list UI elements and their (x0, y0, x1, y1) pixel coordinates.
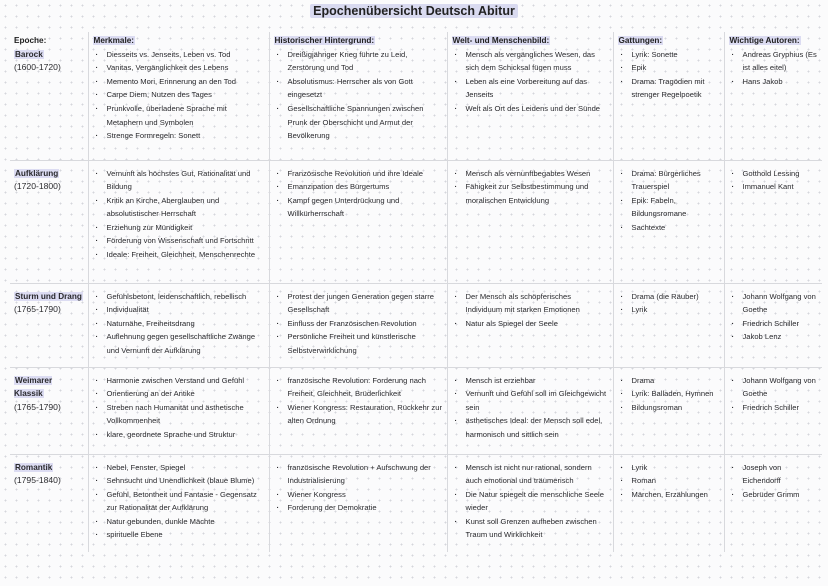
bullet-item: · Natur als Spiegel der Seele (452, 317, 609, 331)
bullet-item: · Orientierung an der Antike (93, 387, 265, 401)
bullet-item: · Erziehung zur Mündigkeit (93, 221, 265, 235)
gattungen-cell (613, 367, 724, 454)
epoch-name-text: Sturm und Drang (15, 291, 82, 301)
autoren-list (729, 374, 819, 415)
autoren-cell (724, 160, 822, 283)
bullet-item: · Vernunft und Gefühl soll im Gleichgewicht sein (452, 387, 609, 414)
bullet-item: · Dreißigjähriger Krieg führte zu Leid, Zerstörung und Tod (274, 48, 443, 75)
epoch-cell (10, 283, 88, 367)
weltbild-cell (447, 454, 613, 552)
hintergrund-list (274, 167, 443, 221)
gattungen-list (618, 48, 720, 102)
bullet-item: · französische Revolution + Aufschwung der Industrialisierung (274, 461, 443, 488)
epoch-name-text: Weimarer Klassik (14, 375, 53, 399)
merkmale-header-text: Merkmale: (93, 36, 135, 45)
bullet-item: · Streben nach Humanität und ästhetische Vollkommenheit (93, 401, 265, 428)
bullet-item: · Gebrüder Grimm (729, 488, 819, 502)
bullet-item: · Forderung der Demokratie (274, 501, 443, 515)
merkmale-header (93, 34, 265, 48)
epoch-name-text: Aufklärung (15, 168, 59, 178)
bullet-item: · Die Natur spiegelt die menschliche Seele wieder (452, 488, 609, 515)
autoren-list (729, 461, 819, 502)
gattungen-list (618, 167, 720, 235)
bullet-item: · Epik (618, 61, 720, 75)
autoren-cell (724, 454, 822, 552)
epoch-years: (1720-1800) (14, 181, 61, 192)
bullet-item: · Friedrich Schiller (729, 317, 819, 331)
bullet-item: · Kampf gegen Unterdrückung und Willkürherrschaft (274, 194, 443, 221)
bullet-item: · Johann Wolfgang von Goethe (729, 290, 819, 317)
epoch-years: (1765-1790) (14, 304, 61, 315)
epoch-row (10, 367, 822, 454)
bullet-item: · Märchen, Erzählungen (618, 488, 720, 502)
epoch-name (14, 290, 84, 304)
bullet-item: · Einfluss der Französischen Revolution (274, 317, 443, 331)
merkmale-cell (88, 32, 269, 160)
bullet-item: · Sehnsucht und Unendlichkeit (blaue Blume) (93, 474, 265, 488)
bullet-item: · Naturnähe, Freiheitsdrang (93, 317, 265, 331)
hintergrund-header-text: Historischer Hintergrund: (274, 36, 375, 45)
merkmale-cell (88, 283, 269, 367)
bullet-item: · Vernunft als höchstes Gut, Rationalität und Bildung (93, 167, 265, 194)
gattungen-cell (613, 283, 724, 367)
weltbild-list (452, 167, 609, 208)
bullet-item: · Hans Jakob (729, 75, 819, 89)
bullet-item: · Mensch als vergängliches Wesen, das sich dem Schicksal fügen muss (452, 48, 609, 75)
bullet-item: · Individualität (93, 303, 265, 317)
bullet-item: · Leben als eine Vorbereitung auf das Jenseits (452, 75, 609, 102)
epoche-header: Epoche: (14, 36, 47, 45)
bullet-item: · Drama (die Räuber) (618, 290, 720, 304)
bullet-item: · Carpe Diem, Nutzen des Tages (93, 88, 265, 102)
bullet-item: · Der Mensch als schöpferisches Individuum mit starken Emotionen (452, 290, 609, 317)
bullet-item: · Drama (618, 374, 720, 388)
autoren-list (729, 167, 819, 194)
bullet-item: · Fähigkeit zur Selbstbestimmung und moralischen Entwicklung (452, 180, 609, 207)
bullet-item: · Roman (618, 474, 720, 488)
epoch-cell (10, 454, 88, 552)
hintergrund-list (274, 374, 443, 428)
merkmale-cell (88, 160, 269, 283)
merkmale-list (93, 461, 265, 543)
bullet-item: · Mensch ist nicht nur rational, sondern auch emotional und träumerisch (452, 461, 609, 488)
bullet-item: · Natur gebunden, dunkle Mächte (93, 515, 265, 529)
bullet-item: · französische Revolution: Forderung nach Freiheit, Gleichheit, Brüderlichkeit (274, 374, 443, 401)
bullet-item: · Lyrik (618, 461, 720, 475)
bullet-item: · Lyrik (618, 303, 720, 317)
hintergrund-cell (269, 367, 447, 454)
bullet-item: · Vanitas, Vergänglichkeit des Lebens (93, 61, 265, 75)
gattungen-header (618, 34, 720, 48)
gattungen-cell (613, 160, 724, 283)
page-title-text: Epochenübersicht Deutsch Abitur (310, 4, 518, 18)
bullet-item: · Immanuel Kant (729, 180, 819, 194)
hintergrund-header (274, 34, 443, 48)
bullet-item: · Gesellschaftliche Spannungen zwischen Prunk der Oberschicht und Armut der Bevölkerung (274, 102, 443, 143)
bullet-item: · Lyrik: Balladen, Hymnen (618, 387, 720, 401)
bullet-item: · Nebel, Fenster, Spiegel (93, 461, 265, 475)
weltbild-list (452, 374, 609, 442)
bullet-item: · Drama: Bürgerliches Trauerspiel (618, 167, 720, 194)
autoren-cell (724, 32, 822, 160)
epoch-row (10, 32, 822, 160)
bullet-item: · Harmonie zwischen Verstand und Gefühl (93, 374, 265, 388)
autoren-list (729, 290, 819, 344)
bullet-item: · spirituelle Ebene (93, 528, 265, 542)
epoch-row (10, 454, 822, 552)
hintergrund-cell (269, 160, 447, 283)
bullet-item: · Auflehnung gegen gesellschaftliche Zwänge und Vernunft der Aufklärung (93, 330, 265, 357)
merkmale-cell (88, 367, 269, 454)
bullet-item: · Lyrik: Sonette (618, 48, 720, 62)
hintergrund-cell (269, 454, 447, 552)
weltbild-list (452, 461, 609, 543)
bullet-item: · Persönliche Freiheit und künstlerische Selbstverwirklichung (274, 330, 443, 357)
bullet-item: · Sachtexte (618, 221, 720, 235)
bullet-item: · Gefühlsbetont, leidenschaftlich, rebellisch (93, 290, 265, 304)
epochs-table (10, 32, 822, 552)
epoch-name-text: Romantik (15, 462, 53, 472)
epoch-years: (1765-1790) (14, 401, 61, 412)
epoch-row (10, 283, 822, 367)
bullet-item: · Epik: Fabeln, Bildungsromane (618, 194, 720, 221)
epoch-name (14, 374, 84, 401)
bullet-item: · Gotthold Lessing (729, 167, 819, 181)
epoch-years: (1795-1840) (14, 475, 61, 486)
merkmale-list (93, 374, 265, 442)
merkmale-list (93, 167, 265, 262)
gattungen-list (618, 374, 720, 415)
autoren-header-text: Wichtige Autoren: (729, 36, 800, 45)
bullet-item: · Prunkvolle, überladene Sprache mit Metaphern und Symbolen (93, 102, 265, 129)
weltbild-cell (447, 283, 613, 367)
weltbild-header (452, 34, 609, 48)
bullet-item: · Wiener Kongress: Restauration, Rückkehr zur alten Ordnung (274, 401, 443, 428)
bullet-item: · Gefühl, Betontheit und Fantasie - Gegensatz zur Rationalität der Aufklärung (93, 488, 265, 515)
hintergrund-cell (269, 32, 447, 160)
epoch-cell (10, 32, 88, 160)
bullet-item: · Mensch ist erziehbar (452, 374, 609, 388)
merkmale-list (93, 48, 265, 143)
bullet-item: · Emanzipation des Bürgertums (274, 180, 443, 194)
epoch-cell (10, 367, 88, 454)
bullet-item: · Jakob Lenz (729, 330, 819, 344)
bullet-item: · Bildungsroman (618, 401, 720, 415)
bullet-item: · Johann Wolfgang von Goethe (729, 374, 819, 401)
bullet-item: · Friedrich Schiller (729, 401, 819, 415)
weltbild-cell (447, 32, 613, 160)
bullet-item: · ästhetisches Ideal: der Mensch soll edel, harmonisch und sittlich sein (452, 414, 609, 441)
epoch-name (14, 167, 84, 181)
hintergrund-list (274, 461, 443, 515)
bullet-item: · klare, geordnete Sprache und Struktur (93, 428, 265, 442)
epoch-name (14, 48, 84, 62)
hintergrund-list (274, 290, 443, 358)
gattungen-cell (613, 454, 724, 552)
gattungen-list (618, 290, 720, 317)
bullet-item: · Drama: Tragödien mit strenger Regelpoetik (618, 75, 720, 102)
bullet-item: · Diesseits vs. Jenseits, Leben vs. Tod (93, 48, 265, 62)
bullet-item: · Ideale: Freiheit, Gleichheit, Menschenrechte (93, 248, 265, 262)
weltbild-list (452, 48, 609, 116)
epoch-cell (10, 160, 88, 283)
bullet-item: · Memento Mori, Erinnerung an den Tod (93, 75, 265, 89)
bullet-item: · Mensch als vernunftbegabtes Wesen (452, 167, 609, 181)
bullet-item: · Kritik an Kirche, Aberglauben und absolutistischer Herrschaft (93, 194, 265, 221)
bullet-item: · Kunst soll Grenzen aufheben zwischen Traum und Wirklichkeit (452, 515, 609, 542)
epoch-years: (1600-1720) (14, 62, 61, 73)
autoren-cell (724, 283, 822, 367)
bullet-item: · Welt als Ort des Leidens und der Sünde (452, 102, 609, 116)
autoren-cell (724, 367, 822, 454)
bullet-item: · Wiener Kongress (274, 488, 443, 502)
gattungen-cell (613, 32, 724, 160)
bullet-item: · Französische Revolution und ihre Ideale (274, 167, 443, 181)
gattungen-header-text: Gattungen: (618, 36, 663, 45)
epoch-row (10, 160, 822, 283)
epoch-name (14, 461, 84, 475)
weltbild-header-text: Welt- und Menschenbild: (452, 36, 550, 45)
bullet-item: · Joseph von Eichendorff (729, 461, 819, 488)
bullet-item: · Strenge Formregeln: Sonett (93, 129, 265, 143)
merkmale-cell (88, 454, 269, 552)
bullet-item: · Protest der jungen Generation gegen starre Gesellschaft (274, 290, 443, 317)
bullet-item: · Andreas Gryphius (Es ist alles eitel) (729, 48, 819, 75)
epoch-name-text: Barock (15, 49, 43, 59)
autoren-header (729, 34, 819, 48)
gattungen-list (618, 461, 720, 502)
page-title (0, 4, 828, 18)
weltbild-cell (447, 367, 613, 454)
weltbild-list (452, 290, 609, 331)
bullet-item: · Absolutismus: Herrscher als von Gott eingesetzt (274, 75, 443, 102)
autoren-list (729, 48, 819, 89)
weltbild-cell (447, 160, 613, 283)
hintergrund-list (274, 48, 443, 143)
bullet-item: · Förderung von Wissenschaft und Fortschritt (93, 234, 265, 248)
merkmale-list (93, 290, 265, 358)
hintergrund-cell (269, 283, 447, 367)
